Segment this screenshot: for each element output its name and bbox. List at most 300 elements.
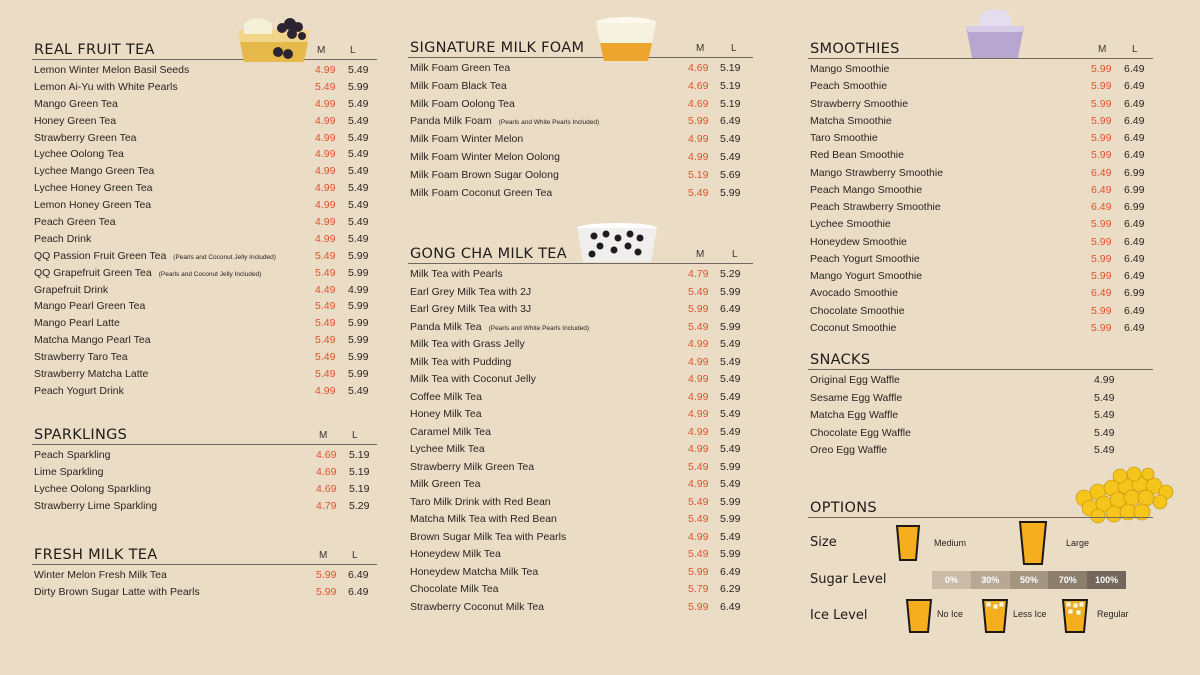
menu-item-name-text: Milk Tea with Coconut Jelly bbox=[410, 373, 536, 385]
menu-item bbox=[408, 443, 753, 461]
menu-item-name-text: Strawberry Coconut Milk Tea bbox=[410, 600, 545, 613]
price-medium: 5.99 bbox=[1091, 270, 1112, 282]
menu-item-name bbox=[810, 184, 922, 196]
section-smoothies bbox=[808, 35, 1153, 339]
menu-item-name bbox=[410, 391, 482, 403]
gong-cha-milk-tea-title: GONG CHA MILK TEA bbox=[410, 246, 567, 262]
menu-item bbox=[808, 218, 1153, 235]
price-large: 5.49 bbox=[720, 425, 741, 438]
menu-item-name-text: Strawberry Green Tea bbox=[34, 131, 137, 144]
menu-item bbox=[32, 334, 377, 351]
menu-item bbox=[32, 569, 377, 586]
menu-item bbox=[808, 444, 1153, 462]
price-large: 6.49 bbox=[1124, 97, 1145, 110]
menu-item-name bbox=[410, 286, 531, 298]
menu-item-name bbox=[34, 284, 108, 296]
menu-item-name-text: Oreo Egg Waffle bbox=[810, 444, 888, 456]
menu-item bbox=[408, 583, 753, 601]
price-medium: 5.99 bbox=[316, 586, 337, 598]
menu-item-list bbox=[408, 62, 753, 204]
menu-item-name bbox=[810, 427, 911, 439]
menu-item bbox=[808, 392, 1153, 410]
sugar-level-0: 0% bbox=[932, 571, 971, 589]
price-large: 5.99 bbox=[348, 317, 369, 330]
menu-item-name bbox=[410, 373, 536, 385]
menu-item-name-text: Milk Green Tea bbox=[410, 478, 481, 490]
price-medium: 5.49 bbox=[688, 513, 709, 525]
menu-item-name-text: QQ Grapefruit Green Tea bbox=[34, 266, 152, 279]
menu-item-name-text: Milk Tea with Grass Jelly bbox=[410, 338, 525, 350]
menu-item-name bbox=[410, 601, 544, 613]
menu-item bbox=[32, 250, 377, 267]
snacks-header bbox=[808, 346, 1153, 370]
price-large: 4.99 bbox=[1094, 374, 1115, 386]
menu-item-name-text: Honey Green Tea bbox=[34, 114, 117, 127]
size-m-header: M bbox=[696, 43, 705, 54]
price-medium: 4.99 bbox=[315, 114, 336, 127]
sugar-level-100: 100% bbox=[1087, 571, 1126, 589]
size-label: Size bbox=[810, 535, 837, 550]
price-medium: 6.49 bbox=[1091, 166, 1112, 179]
price-large: 5.49 bbox=[720, 408, 741, 420]
menu-item-name-text: Peach Drink bbox=[34, 232, 92, 245]
menu-item-name-text: Mango Yogurt Smoothie bbox=[810, 270, 923, 282]
price-large: 5.99 bbox=[720, 285, 741, 298]
menu-item-name bbox=[410, 531, 566, 543]
menu-item-name bbox=[410, 496, 551, 508]
menu-item-name-text: Peach Yogurt Drink bbox=[34, 384, 124, 397]
menu-item-name-text: Honeydew Matcha Milk Tea bbox=[410, 565, 539, 578]
menu-item-name-text: Taro Milk Drink with Red Bean bbox=[410, 495, 551, 508]
menu-item bbox=[408, 391, 753, 409]
menu-item bbox=[808, 184, 1153, 201]
menu-item-name bbox=[34, 449, 110, 461]
menu-item-note: (Pearls and White Pearls Included) bbox=[488, 324, 590, 332]
menu-item-name-text: Taro Smoothie bbox=[810, 132, 878, 144]
menu-item-name bbox=[34, 334, 151, 346]
price-medium: 4.79 bbox=[688, 268, 709, 280]
menu-item-name-text: Avocado Smoothie bbox=[810, 287, 898, 300]
real-fruit-tea-cup-image bbox=[232, 12, 316, 62]
menu-item-name bbox=[34, 317, 120, 329]
menu-item bbox=[408, 513, 753, 531]
price-medium: 4.99 bbox=[688, 150, 709, 163]
menu-item bbox=[408, 133, 753, 151]
price-large: 5.49 bbox=[720, 373, 741, 385]
menu-item-name bbox=[410, 426, 491, 438]
menu-item-name bbox=[34, 569, 167, 581]
price-medium: 5.79 bbox=[688, 583, 709, 595]
menu-item-name-text: Lychee Honey Green Tea bbox=[34, 182, 153, 195]
menu-item-name-text: Milk Foam Green Tea bbox=[410, 62, 511, 74]
menu-item-name bbox=[810, 287, 898, 299]
price-medium: 6.49 bbox=[1091, 287, 1112, 300]
price-medium: 5.99 bbox=[1091, 304, 1112, 317]
menu-item-name bbox=[810, 253, 920, 265]
price-large: 5.49 bbox=[720, 530, 741, 543]
menu-item-name bbox=[810, 392, 902, 404]
menu-item-name-text: Grapefruit Drink bbox=[34, 283, 109, 296]
menu-item bbox=[408, 566, 753, 584]
price-large: 6.99 bbox=[1124, 201, 1145, 213]
menu-item-name bbox=[34, 586, 200, 598]
no-ice-cup-icon bbox=[905, 598, 933, 634]
price-large: 5.19 bbox=[349, 465, 370, 478]
price-medium: 4.99 bbox=[688, 373, 709, 385]
menu-item-list bbox=[32, 569, 377, 603]
price-medium: 5.49 bbox=[688, 495, 709, 508]
price-medium: 5.49 bbox=[315, 368, 336, 381]
price-large: 6.49 bbox=[1124, 80, 1145, 93]
price-large: 6.49 bbox=[1124, 235, 1145, 248]
menu-item-name bbox=[410, 268, 503, 280]
menu-item-name bbox=[410, 566, 538, 578]
signature-milk-foam-header bbox=[408, 34, 753, 58]
menu-item-name bbox=[810, 409, 898, 421]
menu-item bbox=[32, 165, 377, 182]
menu-item bbox=[808, 98, 1153, 115]
menu-item-name bbox=[34, 182, 153, 194]
menu-item-name bbox=[810, 201, 941, 213]
price-medium: 5.49 bbox=[315, 317, 336, 330]
menu-item-list bbox=[32, 64, 377, 402]
price-large: 5.49 bbox=[348, 148, 369, 161]
size-l-header: L bbox=[350, 45, 356, 56]
price-large: 5.49 bbox=[1094, 391, 1115, 404]
menu-item-name bbox=[810, 167, 943, 179]
menu-item-name-text: Strawberry Lime Sparkling bbox=[34, 499, 158, 512]
menu-item-name-text: Chocolate Egg Waffle bbox=[810, 426, 911, 439]
price-large: 5.49 bbox=[720, 338, 741, 350]
price-large: 5.49 bbox=[348, 165, 369, 178]
size-m-header: M bbox=[319, 430, 328, 441]
menu-item-name bbox=[810, 218, 891, 230]
menu-item bbox=[808, 201, 1153, 218]
menu-item-name bbox=[410, 187, 552, 199]
price-medium: 4.99 bbox=[315, 64, 336, 76]
menu-item-name bbox=[34, 81, 178, 93]
sparklings-header bbox=[32, 421, 377, 445]
menu-item-name bbox=[34, 368, 148, 380]
menu-item-name-text: Lychee Oolong Sparkling bbox=[34, 482, 151, 495]
menu-item-name bbox=[34, 500, 157, 512]
menu-item-name-text: Lemon Winter Melon Basil Seeds bbox=[34, 64, 190, 76]
price-large: 5.99 bbox=[348, 80, 369, 93]
menu-item-name bbox=[34, 483, 151, 495]
menu-item-name-text: Strawberry Matcha Latte bbox=[34, 368, 149, 381]
price-large: 5.99 bbox=[720, 548, 741, 560]
menu-item-name-text: Honey Milk Tea bbox=[410, 408, 482, 420]
price-large: 5.49 bbox=[348, 131, 369, 144]
price-medium: 5.99 bbox=[1091, 114, 1112, 127]
price-medium: 4.99 bbox=[315, 97, 336, 110]
price-medium: 5.99 bbox=[688, 565, 709, 578]
price-medium: 4.99 bbox=[315, 216, 336, 229]
menu-item bbox=[32, 284, 377, 301]
price-medium: 4.99 bbox=[688, 355, 709, 368]
price-large: 6.99 bbox=[1124, 287, 1145, 300]
price-large: 5.49 bbox=[720, 478, 741, 490]
menu-item-name-text: Milk Foam Black Tea bbox=[410, 79, 507, 92]
price-large: 6.49 bbox=[1124, 149, 1145, 162]
menu-item-name-text: Mango Smoothie bbox=[810, 63, 890, 75]
menu-item-name-text: Milk Foam Winter Melon bbox=[410, 133, 524, 146]
price-large: 6.29 bbox=[720, 583, 741, 595]
menu-item bbox=[408, 286, 753, 304]
menu-item-name-text: Panda Milk Tea bbox=[410, 320, 482, 333]
menu-item bbox=[32, 182, 377, 199]
menu-item-name-text: Coffee Milk Tea bbox=[410, 390, 482, 403]
menu-item-name-text: Peach Mango Smoothie bbox=[810, 183, 923, 196]
price-medium: 4.99 bbox=[315, 199, 336, 212]
menu-item bbox=[32, 500, 377, 517]
menu-item-name bbox=[34, 216, 116, 228]
menu-item-name bbox=[810, 270, 922, 282]
menu-item bbox=[808, 305, 1153, 322]
large-cup-icon bbox=[1018, 520, 1048, 566]
size-m-header: M bbox=[317, 45, 326, 56]
price-medium: 4.99 bbox=[315, 131, 336, 144]
price-medium: 5.99 bbox=[688, 600, 709, 613]
menu-item-name-text: Coconut Smoothie bbox=[810, 321, 897, 334]
menu-item-name bbox=[810, 322, 896, 334]
menu-item bbox=[808, 427, 1153, 445]
menu-item-name-text: Winter Melon Fresh Milk Tea bbox=[34, 569, 167, 581]
section-sparklings bbox=[32, 421, 377, 517]
menu-item-name bbox=[410, 115, 599, 127]
menu-item bbox=[32, 385, 377, 402]
menu-item-name bbox=[34, 64, 189, 76]
menu-item-name bbox=[810, 115, 892, 127]
size-l-header: L bbox=[1132, 44, 1138, 55]
menu-item bbox=[32, 267, 377, 284]
menu-item bbox=[32, 483, 377, 500]
menu-item-note: (Pearls and Coconut Jelly Included) bbox=[158, 270, 262, 278]
price-medium: 5.19 bbox=[688, 168, 709, 181]
size-large-label: Large bbox=[1066, 538, 1090, 548]
gong-cha-milk-tea-cup-image bbox=[574, 222, 660, 262]
price-medium: 4.99 bbox=[315, 148, 336, 161]
real-fruit-tea-header bbox=[32, 36, 377, 60]
sugar-level-label: Sugar Level bbox=[810, 572, 887, 587]
price-medium: 5.99 bbox=[1091, 235, 1112, 248]
menu-item-name-text: Honeydew Smoothie bbox=[810, 235, 907, 248]
menu-item-name bbox=[34, 98, 118, 110]
price-medium: 4.99 bbox=[315, 384, 336, 397]
menu-item-name bbox=[34, 165, 154, 177]
price-medium: 4.99 bbox=[688, 443, 709, 455]
price-medium: 4.69 bbox=[316, 449, 337, 461]
section-fresh-milk-tea bbox=[32, 541, 377, 603]
price-large: 5.49 bbox=[348, 182, 369, 195]
price-large: 5.49 bbox=[348, 199, 369, 212]
menu-item bbox=[408, 548, 753, 566]
menu-item bbox=[32, 449, 377, 466]
menu-item bbox=[32, 199, 377, 216]
price-large: 5.49 bbox=[348, 232, 369, 245]
menu-item-name-text: Peach Green Tea bbox=[34, 216, 116, 229]
menu-item-name-text: QQ Passion Fruit Green Tea bbox=[34, 249, 167, 262]
price-medium: 5.49 bbox=[315, 266, 336, 279]
menu-item bbox=[808, 115, 1153, 132]
menu-item-name bbox=[410, 513, 557, 525]
ice-none-label: No Ice bbox=[937, 609, 964, 619]
menu-item-name bbox=[410, 98, 515, 110]
price-large: 4.99 bbox=[348, 283, 369, 296]
menu-item bbox=[408, 187, 753, 205]
price-large: 6.49 bbox=[1124, 270, 1145, 282]
price-medium: 4.99 bbox=[688, 338, 709, 350]
price-large: 6.49 bbox=[1124, 63, 1145, 75]
price-medium: 5.49 bbox=[315, 249, 336, 262]
menu-item-name-text: Earl Grey Milk Tea with 3J bbox=[410, 303, 532, 315]
sugar-level-70: 70% bbox=[1048, 571, 1087, 589]
medium-cup-icon bbox=[895, 524, 921, 562]
price-medium: 6.49 bbox=[1091, 183, 1112, 196]
menu-item bbox=[808, 322, 1153, 339]
menu-item-name-text: Milk Tea with Pudding bbox=[410, 355, 512, 368]
price-large: 5.99 bbox=[720, 320, 741, 333]
price-large: 5.69 bbox=[720, 168, 741, 181]
menu-item-name-text: Matcha Smoothie bbox=[810, 114, 892, 127]
size-l-header: L bbox=[352, 550, 358, 561]
price-large: 5.19 bbox=[720, 97, 741, 110]
menu-item bbox=[408, 408, 753, 426]
menu-item bbox=[32, 216, 377, 233]
menu-item bbox=[408, 169, 753, 187]
menu-item-name bbox=[410, 338, 525, 350]
menu-item-name bbox=[34, 385, 124, 397]
menu-item bbox=[408, 321, 753, 339]
price-large: 5.49 bbox=[720, 390, 741, 403]
price-large: 5.49 bbox=[720, 150, 741, 163]
menu-item bbox=[32, 233, 377, 250]
menu-item-name bbox=[410, 356, 511, 368]
price-medium: 4.79 bbox=[316, 499, 337, 512]
menu-item bbox=[32, 300, 377, 317]
price-large: 6.49 bbox=[720, 115, 741, 128]
menu-item bbox=[408, 496, 753, 514]
price-medium: 4.99 bbox=[688, 408, 709, 420]
menu-item-name-text: Milk Foam Winter Melon Oolong bbox=[410, 150, 560, 163]
price-medium: 5.99 bbox=[688, 115, 709, 128]
menu-item bbox=[32, 368, 377, 385]
price-medium: 4.99 bbox=[688, 530, 709, 543]
options-header bbox=[808, 494, 1153, 518]
menu-item-name-text: Lychee Oolong Tea bbox=[34, 148, 124, 161]
menu-item bbox=[808, 287, 1153, 304]
menu-item-list bbox=[808, 374, 1153, 462]
menu-item-name-text: Brown Sugar Milk Tea with Pearls bbox=[410, 530, 567, 543]
menu-item bbox=[32, 148, 377, 165]
menu-item-name-text: Chocolate Milk Tea bbox=[410, 583, 499, 595]
price-medium: 4.99 bbox=[688, 390, 709, 403]
price-large: 6.49 bbox=[1124, 132, 1145, 144]
menu-item bbox=[808, 132, 1153, 149]
ice-level-label: Ice Level bbox=[810, 608, 868, 623]
price-medium: 5.99 bbox=[1091, 80, 1112, 93]
price-medium: 5.49 bbox=[315, 300, 336, 313]
sugar-level-30: 30% bbox=[971, 571, 1010, 589]
menu-item-list bbox=[408, 268, 753, 618]
price-large: 5.49 bbox=[348, 97, 369, 110]
menu-item-name-text: Mango Pearl Green Tea bbox=[34, 300, 146, 313]
menu-item-name-text: Milk Tea with Pearls bbox=[410, 268, 503, 280]
menu-item bbox=[32, 115, 377, 132]
price-large: 5.99 bbox=[720, 186, 741, 199]
price-large: 5.49 bbox=[720, 133, 741, 146]
price-large: 5.99 bbox=[348, 368, 369, 381]
sparklings-title: SPARKLINGS bbox=[34, 427, 128, 443]
price-medium: 5.49 bbox=[688, 285, 709, 298]
price-medium: 4.69 bbox=[316, 482, 337, 495]
menu-item-name-text: Red Bean Smoothie bbox=[810, 149, 904, 162]
price-large: 5.29 bbox=[349, 499, 370, 512]
sugar-level-50: 50% bbox=[1010, 571, 1049, 589]
price-medium: 4.99 bbox=[688, 478, 709, 490]
section-options bbox=[808, 494, 1153, 518]
real-fruit-tea-title: REAL FRUIT TEA bbox=[34, 42, 155, 58]
size-l-header: L bbox=[352, 430, 358, 441]
menu-item-name bbox=[410, 443, 485, 455]
menu-item-name bbox=[410, 169, 559, 181]
sugar-level-scale bbox=[932, 571, 1126, 589]
price-medium: 5.49 bbox=[688, 460, 709, 473]
menu-item-name-text: Dirty Brown Sugar Latte with Pearls bbox=[34, 586, 200, 598]
price-large: 5.49 bbox=[1094, 409, 1115, 421]
price-large: 5.99 bbox=[348, 300, 369, 313]
menu-item bbox=[408, 62, 753, 80]
price-large: 5.49 bbox=[720, 355, 741, 368]
less-ice-cup-icon bbox=[981, 598, 1009, 634]
menu-item bbox=[408, 98, 753, 116]
menu-item bbox=[408, 531, 753, 549]
menu-item-name-text: Peach Smoothie bbox=[810, 80, 888, 93]
menu-item bbox=[808, 149, 1153, 166]
menu-item bbox=[808, 167, 1153, 184]
signature-milk-foam-cup-image bbox=[592, 15, 660, 61]
price-large: 5.99 bbox=[348, 266, 369, 279]
price-large: 5.99 bbox=[348, 249, 369, 262]
menu-item bbox=[32, 586, 377, 603]
menu-item-name bbox=[34, 132, 137, 144]
menu-item-name bbox=[34, 148, 124, 160]
menu-item bbox=[808, 253, 1153, 270]
menu-item-name bbox=[34, 300, 145, 312]
price-large: 5.99 bbox=[720, 495, 741, 508]
menu-item-name-text: Mango Green Tea bbox=[34, 97, 118, 110]
menu-item-name bbox=[34, 199, 151, 211]
price-medium: 4.99 bbox=[315, 232, 336, 245]
menu-item-name-text: Chocolate Smoothie bbox=[810, 304, 905, 317]
price-medium: 4.69 bbox=[688, 62, 709, 74]
menu-item bbox=[32, 98, 377, 115]
ice-regular-label: Regular bbox=[1097, 609, 1129, 619]
menu-item-name-text: Strawberry Milk Green Tea bbox=[410, 460, 535, 473]
smoothie-cup-image bbox=[960, 4, 1030, 58]
section-gong-cha-milk-tea bbox=[408, 240, 753, 618]
size-m-header: M bbox=[696, 249, 705, 260]
price-large: 6.49 bbox=[1124, 218, 1145, 231]
menu-item-name bbox=[810, 444, 887, 456]
price-large: 5.49 bbox=[1094, 444, 1115, 456]
section-signature-milk-foam bbox=[408, 34, 753, 204]
menu-item-name bbox=[810, 374, 900, 386]
price-medium: 5.49 bbox=[688, 186, 709, 199]
menu-item-name bbox=[410, 548, 501, 560]
price-medium: 4.99 bbox=[688, 133, 709, 146]
menu-item-note: (Pearls and White Pearls Included) bbox=[498, 119, 600, 127]
